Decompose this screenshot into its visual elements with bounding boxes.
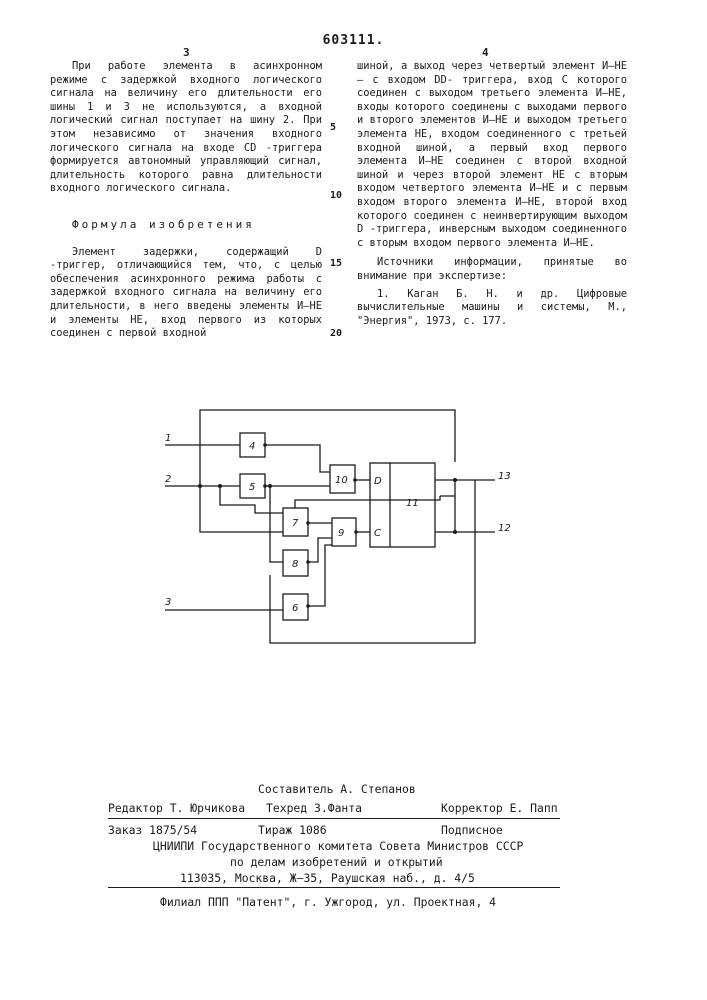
inversion-dot-4: [263, 443, 267, 447]
inversion-dot-7: [306, 521, 310, 525]
order: Заказ 1875/54: [108, 823, 198, 837]
output-label-12: 12: [498, 523, 511, 534]
wire-q-7: [295, 496, 455, 508]
junction-input-2b: [218, 484, 222, 488]
branch: Филиал ППП "Патент", г. Ужгород, ул. Проектная, 4: [160, 895, 497, 909]
claim-text: Элемент задержки, содержащий D -триггер, отличающийся тем, что, с целью обеспечения асинхронного режима работы с задержкой входного сигнала на величину его длительности, в него введены элементы И–НЕ и элементы НЕ, вход первого из которых соединен с первой входной: [50, 245, 322, 340]
line-number-10: 10: [330, 190, 343, 201]
block-label-4: 4: [249, 441, 256, 452]
left-page-number: 3: [183, 46, 190, 59]
inversion-dot-8: [306, 560, 310, 564]
divider-line: [108, 818, 560, 819]
line-number-5: 5: [330, 122, 337, 133]
wire-6-9: [308, 545, 332, 606]
left-column: [50, 60, 322, 341]
inversion-dot-6: [306, 604, 310, 608]
corrector: Корректор Е. Папп: [441, 801, 558, 815]
junction-q: [453, 478, 457, 482]
input-label-2: 2: [165, 474, 172, 485]
inversion-dot-9: [354, 530, 358, 534]
block-label-7: 7: [292, 518, 299, 529]
block-label-8: 8: [292, 559, 299, 570]
block-label-10: 10: [335, 475, 348, 486]
circulation: Тираж 1086: [258, 823, 327, 837]
right-page-number: 4: [482, 46, 489, 59]
wire-top-loop: [200, 410, 455, 486]
claims-heading: Формула изобретения: [72, 217, 255, 231]
block-label-5: 5: [249, 482, 256, 493]
line-number-15: 15: [330, 258, 343, 269]
divider-line: [108, 887, 560, 888]
input-label-1: 1: [165, 433, 172, 444]
organization: ЦНИИПИ Государственного комитета Совета Министров СССР: [153, 839, 524, 853]
right-column: [357, 60, 627, 328]
junction-gate-5: [268, 484, 272, 488]
wire-5-8: [270, 486, 283, 562]
output-label-13: 13: [498, 471, 511, 482]
block-label-6: 6: [292, 603, 299, 614]
wire-8-9: [308, 538, 332, 562]
block-label-11: 11: [406, 498, 419, 509]
address: 113035, Москва, Ж–35, Раушская наб., д. 4/5: [180, 871, 475, 885]
port-label-c: C: [374, 528, 381, 539]
circuit-diagram: [150, 405, 530, 660]
compiler: Составитель А. Степанов: [258, 782, 416, 796]
inversion-dot-10: [353, 478, 357, 482]
wire-4-10: [265, 445, 330, 472]
operation-paragraph: При работе элемента в асинхронном режиме с задержкой входного логического сигнала на величину его длительности его шины 1 и 3 не используются, а входной логический сигнал поступает на шину 2. При этом независимо от значения входного логического сигнала на входе CD -триггера формируется автономный управляющий сигнал, длительность которого равна длительности входного логического сигнала.: [50, 60, 322, 195]
line-number-20: 20: [330, 328, 343, 339]
source-reference: 1. Каган Б. Н. и др. Цифровые вычислительные машины и системы, М., "Энергия", 1973, с. 177.: [357, 287, 627, 327]
patent-number: 603111.: [322, 33, 385, 48]
wire-bottom-loop: [270, 480, 475, 643]
block-label-9: 9: [338, 528, 345, 539]
subscription: Подписное: [441, 823, 503, 837]
junction-nq: [453, 530, 457, 534]
claim-continued-text: шиной, а выход через четвертый элемент И–НЕ – с входом DD- триггера, вход C которого соединен с выходом третьего элемента И–НЕ, входы которого соединены с выходами первого и второго элементов И–НЕ и выходом третьего элемента НЕ, входом соединенного с третьей входной шиной, а первый вход первого элемента И–НЕ соединен с второй входной шиной и через второй элемент НЕ с вторым входом четвертого элемента И–НЕ и с первым входом второго элемента И–НЕ, второй вход которого соединен с неинвертирующим выходом D -триггера, инверсным выходом соединенного с вторым входом первого элемента И–НЕ.: [357, 60, 627, 249]
junction-input-2: [198, 484, 202, 488]
inversion-dot-5: [263, 484, 267, 488]
input-label-3: 3: [165, 597, 172, 608]
port-label-d: D: [374, 476, 382, 487]
organization-sub: по делам изобретений и открытий: [230, 855, 443, 869]
sources-heading: Источники информации, принятые во внимание при экспертизе:: [357, 256, 627, 282]
techred: Техред З.Фанта: [266, 801, 363, 815]
editor: Редактор Т. Юрчикова: [108, 801, 246, 815]
